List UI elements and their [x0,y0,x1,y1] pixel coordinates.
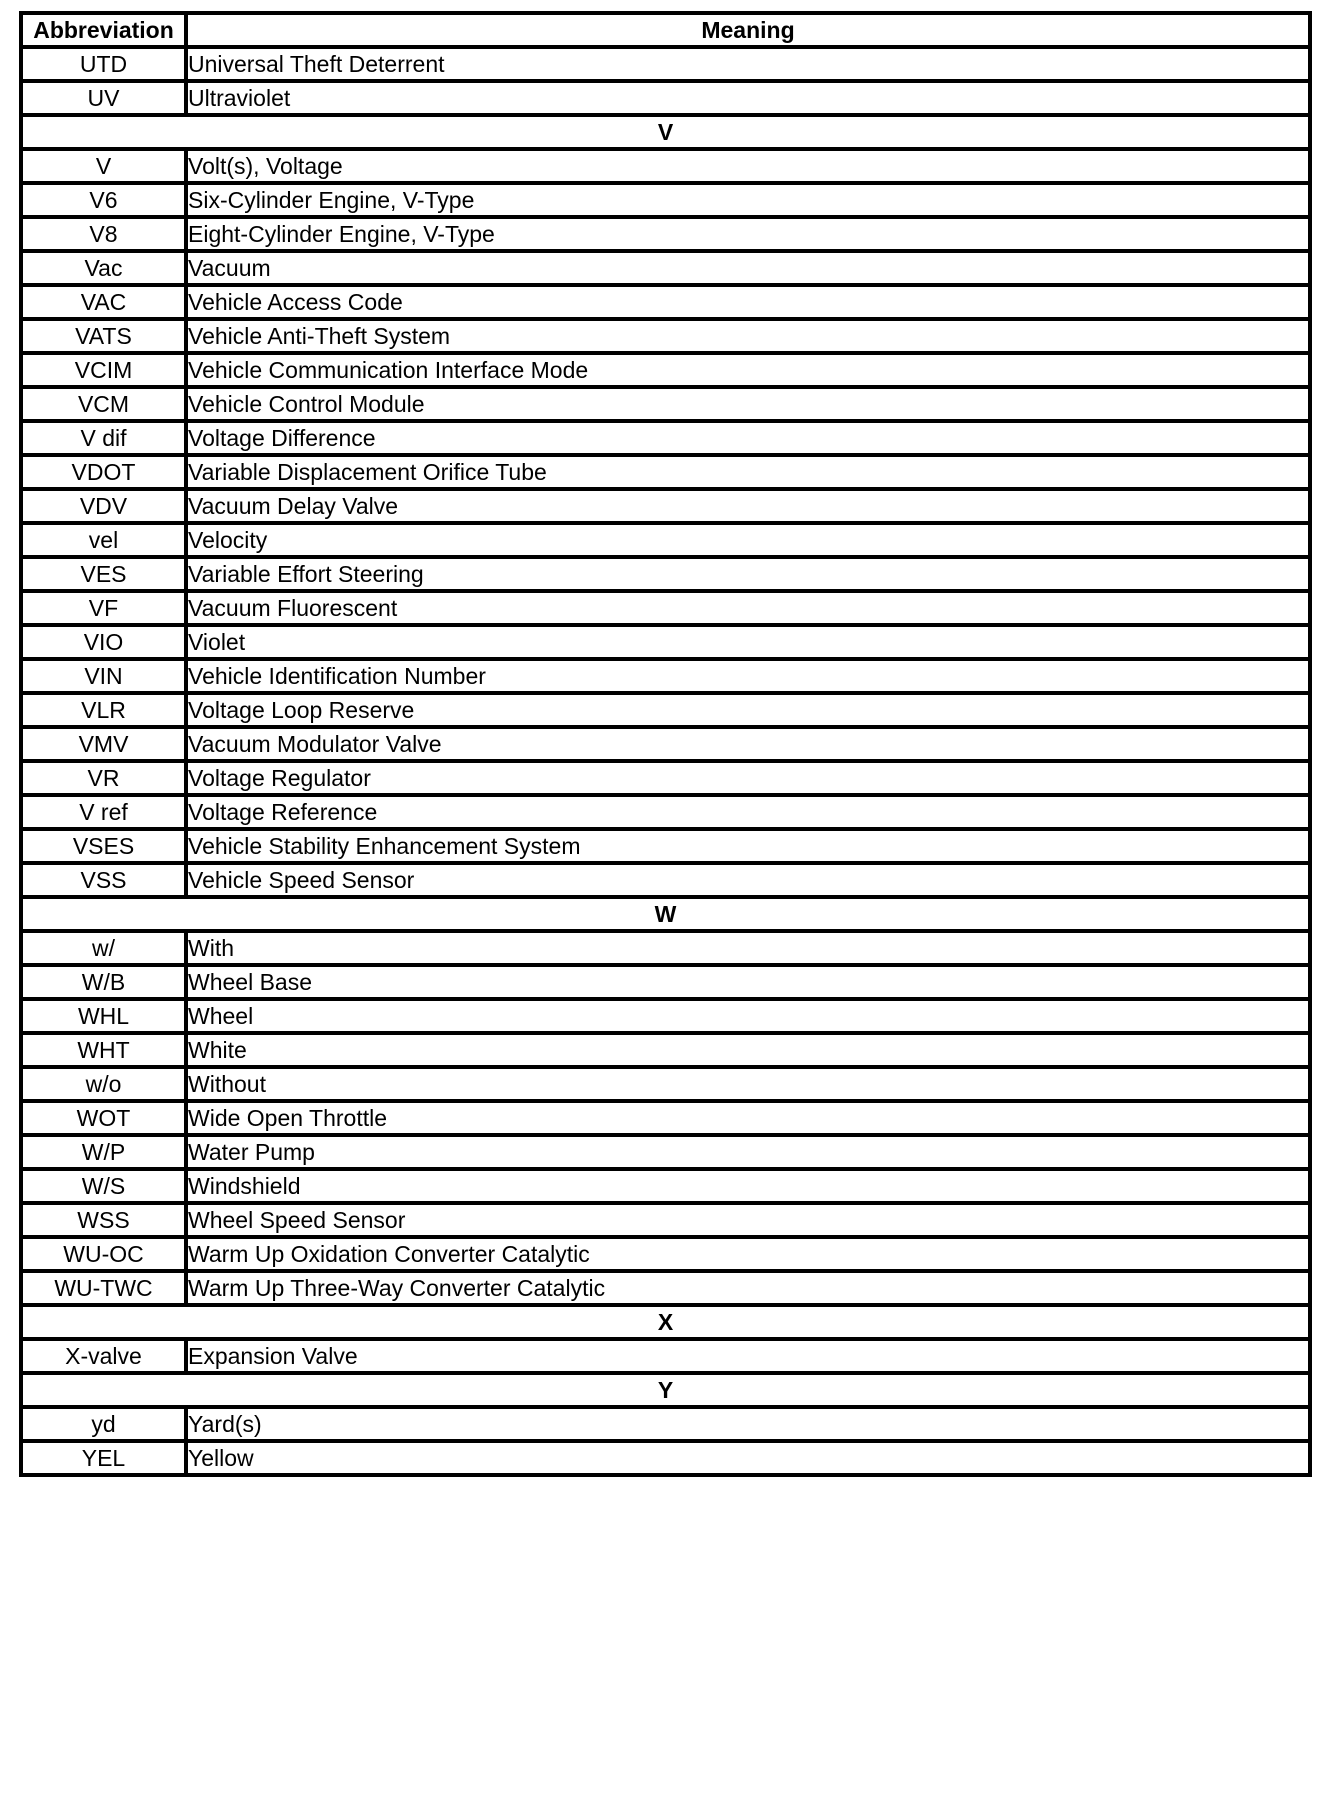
abbreviation-cell: VAC [21,285,186,319]
meaning-cell: Voltage Regulator [186,761,1310,795]
abbreviation-cell: V ref [21,795,186,829]
table-row [21,1101,1310,1135]
meaning-cell: Vacuum Delay Valve [186,489,1310,523]
table-row [21,183,1310,217]
table-row [21,47,1310,81]
table-row [21,387,1310,421]
abbreviation-cell: VIN [21,659,186,693]
table-row [21,1067,1310,1101]
section-letter: V [21,115,1310,149]
table-row [21,1271,1310,1305]
meaning-cell: Windshield [186,1169,1310,1203]
table-row [21,1169,1310,1203]
meaning-cell: Voltage Loop Reserve [186,693,1310,727]
abbreviation-cell: VIO [21,625,186,659]
abbreviation-cell: VDOT [21,455,186,489]
meaning-cell: Velocity [186,523,1310,557]
abbreviation-cell: WHT [21,1033,186,1067]
abbreviation-cell: VDV [21,489,186,523]
abbreviation-cell: VF [21,591,186,625]
table-row [21,1033,1310,1067]
abbreviation-cell: Vac [21,251,186,285]
meaning-cell: Wheel Speed Sensor [186,1203,1310,1237]
meaning-cell: Vacuum Modulator Valve [186,727,1310,761]
table-row [21,829,1310,863]
table-row [21,557,1310,591]
meaning-cell: Variable Effort Steering [186,557,1310,591]
abbreviation-cell: VCM [21,387,186,421]
section-row [21,1373,1310,1407]
table-row [21,149,1310,183]
meaning-cell: Vehicle Communication Interface Mode [186,353,1310,387]
meaning-cell: Water Pump [186,1135,1310,1169]
meaning-cell: Vehicle Speed Sensor [186,863,1310,897]
meaning-cell: Vehicle Control Module [186,387,1310,421]
section-row [21,1305,1310,1339]
meaning-cell: Voltage Difference [186,421,1310,455]
meaning-cell: Vehicle Stability Enhancement System [186,829,1310,863]
table-row [21,999,1310,1033]
meaning-cell: Vehicle Anti-Theft System [186,319,1310,353]
table-row [21,285,1310,319]
abbreviation-cell: V6 [21,183,186,217]
abbreviation-cell: WU-TWC [21,1271,186,1305]
table-body [21,47,1310,1475]
table-row [21,81,1310,115]
abbreviation-cell: VLR [21,693,186,727]
meaning-cell: Wheel [186,999,1310,1033]
meaning-cell: Without [186,1067,1310,1101]
meaning-cell: Warm Up Three-Way Converter Catalytic [186,1271,1310,1305]
table-row [21,1441,1310,1475]
meaning-cell: Wide Open Throttle [186,1101,1310,1135]
meaning-cell: Variable Displacement Orifice Tube [186,455,1310,489]
abbreviation-cell: VSES [21,829,186,863]
section-letter: Y [21,1373,1310,1407]
table-row [21,931,1310,965]
abbreviation-cell: vel [21,523,186,557]
abbreviation-cell: WSS [21,1203,186,1237]
table-row [21,591,1310,625]
table-row [21,965,1310,999]
table-row [21,217,1310,251]
abbreviation-cell: W/B [21,965,186,999]
abbreviation-cell: VR [21,761,186,795]
meaning-cell: Volt(s), Voltage [186,149,1310,183]
abbreviation-cell: UTD [21,47,186,81]
abbreviation-cell: yd [21,1407,186,1441]
abbreviation-cell: VCIM [21,353,186,387]
meaning-cell: Eight-Cylinder Engine, V-Type [186,217,1310,251]
section-letter: X [21,1305,1310,1339]
table-row [21,319,1310,353]
abbreviation-cell: VES [21,557,186,591]
meaning-cell: Vacuum Fluorescent [186,591,1310,625]
meaning-cell: Warm Up Oxidation Converter Catalytic [186,1237,1310,1271]
table-row [21,1407,1310,1441]
table-row [21,693,1310,727]
meaning-cell: Six-Cylinder Engine, V-Type [186,183,1310,217]
table-row [21,1203,1310,1237]
table-row [21,489,1310,523]
meaning-cell: Vehicle Identification Number [186,659,1310,693]
section-letter: W [21,897,1310,931]
abbreviation-cell: w/o [21,1067,186,1101]
meaning-cell: Expansion Valve [186,1339,1310,1373]
abbreviation-cell: UV [21,81,186,115]
abbreviation-cell: V8 [21,217,186,251]
abbreviation-cell: V [21,149,186,183]
meaning-cell: White [186,1033,1310,1067]
table-row [21,761,1310,795]
table-row [21,353,1310,387]
meaning-cell: Yellow [186,1441,1310,1475]
meaning-cell: With [186,931,1310,965]
table-row [21,1237,1310,1271]
abbreviation-cell: VATS [21,319,186,353]
table-row [21,1135,1310,1169]
table-row [21,863,1310,897]
table-row [21,795,1310,829]
abbreviation-table [19,11,1312,1477]
table-row [21,625,1310,659]
abbreviation-cell: VSS [21,863,186,897]
abbreviation-cell: WOT [21,1101,186,1135]
section-row [21,897,1310,931]
abbreviation-cell: w/ [21,931,186,965]
table-row [21,1339,1310,1373]
meaning-cell: Violet [186,625,1310,659]
table-row [21,251,1310,285]
abbreviation-cell: WHL [21,999,186,1033]
meaning-cell: Yard(s) [186,1407,1310,1441]
abbreviation-cell: W/S [21,1169,186,1203]
table-row [21,659,1310,693]
table-row [21,455,1310,489]
meaning-cell: Ultraviolet [186,81,1310,115]
abbreviation-cell: WU-OC [21,1237,186,1271]
abbreviation-cell: X-valve [21,1339,186,1373]
meaning-column-header: Meaning [186,13,1310,47]
table-row [21,727,1310,761]
meaning-cell: Voltage Reference [186,795,1310,829]
abbreviation-cell: W/P [21,1135,186,1169]
table-row [21,523,1310,557]
abbreviation-cell: YEL [21,1441,186,1475]
meaning-cell: Vacuum [186,251,1310,285]
abbreviation-column-header: Abbreviation [21,13,186,47]
abbreviation-cell: V dif [21,421,186,455]
meaning-cell: Universal Theft Deterrent [186,47,1310,81]
meaning-cell: Vehicle Access Code [186,285,1310,319]
table-row [21,421,1310,455]
meaning-cell: Wheel Base [186,965,1310,999]
abbreviation-cell: VMV [21,727,186,761]
header-row [21,13,1310,47]
section-row [21,115,1310,149]
